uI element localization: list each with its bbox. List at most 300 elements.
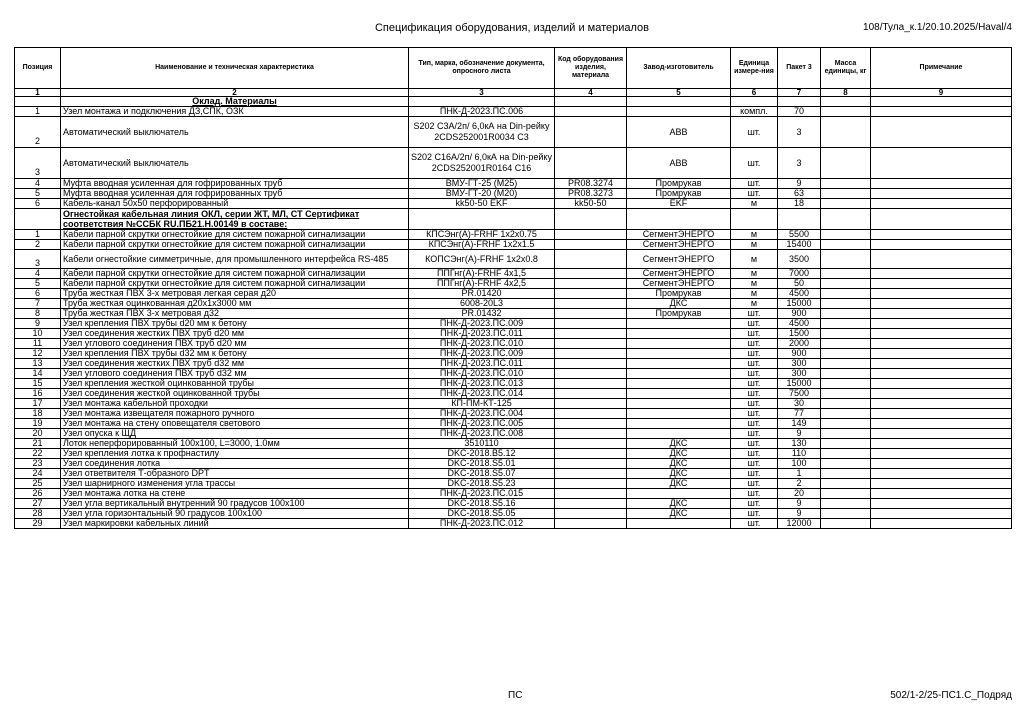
row-type: DKC-2018.B5.12 — [409, 449, 555, 459]
row-type: DKC-2018.S5.01 — [409, 459, 555, 469]
row-name: Узел ответвителя Т-образного DPT — [61, 469, 409, 479]
row-unit: шт. — [731, 409, 778, 419]
row-quantity: 1 — [778, 469, 821, 479]
row-position: 22 — [15, 449, 61, 459]
table-row — [15, 250, 1012, 269]
footer-right: 502/1-2/25-ПС1.С_Подряд — [890, 690, 1012, 701]
table-row — [15, 459, 1012, 469]
row-type: ПНК-Д-2023.ПС.012 — [409, 519, 555, 529]
table-row — [15, 309, 1012, 319]
row-unit: шт. — [731, 439, 778, 449]
row-name: Узел монтажа лотка на стене — [61, 489, 409, 499]
row-name: Кабели парной скрутки огнестойкие для систем пожарной сигнализации — [61, 279, 409, 289]
col-unit: Единица измере-ния — [731, 48, 778, 89]
row-unit: компл. — [731, 107, 778, 117]
row-position: 5 — [15, 189, 61, 199]
row-manufacturer: ABB — [627, 117, 731, 148]
row-code — [555, 339, 627, 349]
row-manufacturer — [627, 389, 731, 399]
col-number: 9 — [871, 89, 1012, 97]
row-type: ПНК-Д-2023.ПС.011 — [409, 359, 555, 369]
table-row — [15, 189, 1012, 199]
row-code — [555, 449, 627, 459]
row-manufacturer: EKF — [627, 199, 731, 209]
row-type: 3510110 — [409, 439, 555, 449]
row-position: 12 — [15, 349, 61, 359]
row-position: 2 — [15, 240, 61, 250]
table-row — [15, 279, 1012, 289]
row-unit: м — [731, 289, 778, 299]
row-position: 28 — [15, 509, 61, 519]
row-quantity: 3500 — [778, 250, 821, 269]
table-row — [15, 369, 1012, 379]
row-quantity: 15000 — [778, 379, 821, 389]
group-row — [15, 209, 1012, 230]
row-manufacturer: СегментЭНЕРГО — [627, 250, 731, 269]
row-unit: шт. — [731, 369, 778, 379]
row-code — [555, 289, 627, 299]
row-quantity: 300 — [778, 359, 821, 369]
row-type: ПНК-Д-2023.ПС.010 — [409, 369, 555, 379]
row-position: 1 — [15, 230, 61, 240]
row-quantity: 15400 — [778, 240, 821, 250]
row-quantity: 12000 — [778, 519, 821, 529]
row-unit: м — [731, 199, 778, 209]
row-code — [555, 309, 627, 319]
group-title: Огнестойкая кабельная линия ОКЛ, серии ЖТ, МЛ, СТ Сертификат соответствия №ССБК RU.ПБ21.Н.00149 в составе: — [61, 209, 409, 230]
row-position: 4 — [15, 179, 61, 189]
row-type: ВМУ-ГТ-20 (М20) — [409, 189, 555, 199]
row-code — [555, 429, 627, 439]
row-manufacturer — [627, 359, 731, 369]
row-position: 11 — [15, 339, 61, 349]
row-position: 16 — [15, 389, 61, 399]
table-row — [15, 199, 1012, 209]
row-name: Узел соединения лотка — [61, 459, 409, 469]
col-type: Тип, марка, обозначение документа, опросного листа — [409, 48, 555, 89]
row-quantity: 4500 — [778, 319, 821, 329]
table-row — [15, 509, 1012, 519]
row-name: Муфта вводная усиленная для гофрированных труб — [61, 189, 409, 199]
row-name: Узел монтажа кабельной проходки — [61, 399, 409, 409]
row-quantity: 149 — [778, 419, 821, 429]
row-position: 17 — [15, 399, 61, 409]
row-unit: шт. — [731, 349, 778, 359]
row-type: S202 C16A/2п/ 6,0кА на Din-рейку 2CDS252001R0164 C16 — [409, 148, 555, 179]
row-position: 20 — [15, 429, 61, 439]
row-quantity: 5500 — [778, 230, 821, 240]
row-type: DKC-2018.S5.07 — [409, 469, 555, 479]
row-type: ПНК-Д-2023.ПС.014 — [409, 389, 555, 399]
row-name: Узел маркировки кабельных линий — [61, 519, 409, 529]
row-name: Кабели парной скрутки огнестойкие для систем пожарной сигнализации — [61, 230, 409, 240]
row-unit: шт. — [731, 319, 778, 329]
row-manufacturer: Промрукав — [627, 189, 731, 199]
row-quantity: 18 — [778, 199, 821, 209]
row-name: Узел крепления лотка к профнастилу — [61, 449, 409, 459]
table-row — [15, 117, 1012, 148]
row-quantity: 7500 — [778, 389, 821, 399]
row-name: Узел опуска к ЩД — [61, 429, 409, 439]
row-manufacturer: СегментЭНЕРГО — [627, 279, 731, 289]
row-manufacturer — [627, 419, 731, 429]
row-unit: шт. — [731, 379, 778, 389]
row-unit: шт. — [731, 459, 778, 469]
row-type: DKC-2018.S5.23 — [409, 479, 555, 489]
table-row — [15, 409, 1012, 419]
row-type: ПНК-Д-2023.ПС.009 — [409, 349, 555, 359]
row-code — [555, 319, 627, 329]
row-type: ПНК-Д-2023.ПС.013 — [409, 379, 555, 389]
row-name: Узел соединения жестких ПВХ труб d20 мм — [61, 329, 409, 339]
row-quantity: 63 — [778, 189, 821, 199]
row-name: Муфта вводная усиленная для гофрированных труб — [61, 179, 409, 189]
row-unit: шт. — [731, 117, 778, 148]
row-type: DKC-2018.S5.16 — [409, 499, 555, 509]
row-code — [555, 359, 627, 369]
row-position: 13 — [15, 359, 61, 369]
row-position: 14 — [15, 369, 61, 379]
row-position: 7 — [15, 299, 61, 309]
row-code — [555, 409, 627, 419]
row-code — [555, 379, 627, 389]
row-position: 27 — [15, 499, 61, 509]
table-row — [15, 329, 1012, 339]
row-type: ПНК-Д-2023.ПС.011 — [409, 329, 555, 339]
col-number: 5 — [627, 89, 731, 97]
row-unit: шт. — [731, 519, 778, 529]
row-manufacturer — [627, 107, 731, 117]
row-type: КОПСЭнг(А)-FRHF 1х2х0.8 — [409, 250, 555, 269]
row-type: kk50-50 EKF — [409, 199, 555, 209]
row-code: kk50-50 — [555, 199, 627, 209]
table-row — [15, 449, 1012, 459]
footer-left: ПС — [508, 690, 523, 701]
row-unit: шт. — [731, 148, 778, 179]
row-name: Узел углового соединения ПВХ труб d32 мм — [61, 369, 409, 379]
col-number: 8 — [821, 89, 871, 97]
row-quantity: 900 — [778, 349, 821, 359]
row-name: Лоток неперфорированный 100х100, L=3000, 1.0мм — [61, 439, 409, 449]
row-quantity: 3 — [778, 117, 821, 148]
row-position: 25 — [15, 479, 61, 489]
row-unit: шт. — [731, 339, 778, 349]
row-manufacturer: Промрукав — [627, 309, 731, 319]
col-position: Позиция — [15, 48, 61, 89]
row-manufacturer: СегментЭНЕРГО — [627, 240, 731, 250]
row-quantity: 70 — [778, 107, 821, 117]
row-name: Труба жесткая оцинкованная д20х1х3000 мм — [61, 299, 409, 309]
table-row — [15, 230, 1012, 240]
row-quantity: 300 — [778, 369, 821, 379]
row-unit: шт. — [731, 449, 778, 459]
row-name: Узел шарнирного изменения угла трассы — [61, 479, 409, 489]
col-package: Пакет 3 — [778, 48, 821, 89]
table-row — [15, 519, 1012, 529]
row-quantity: 4500 — [778, 289, 821, 299]
row-name: Узел углового соединения ПВХ труб d20 мм — [61, 339, 409, 349]
row-quantity: 9 — [778, 509, 821, 519]
row-name: Узел монтажа на стену оповещателя светового — [61, 419, 409, 429]
row-code — [555, 459, 627, 469]
row-manufacturer — [627, 519, 731, 529]
table-row — [15, 359, 1012, 369]
row-type: КП-ПМ-КТ-125 — [409, 399, 555, 409]
row-type: PR.01432 — [409, 309, 555, 319]
row-manufacturer: СегментЭНЕРГО — [627, 269, 731, 279]
row-name: Узел соединения жесткой оцинкованной трубы — [61, 389, 409, 399]
row-type: ПНК-Д-2023.ПС.010 — [409, 339, 555, 349]
row-position: 19 — [15, 419, 61, 429]
row-quantity: 110 — [778, 449, 821, 459]
row-code — [555, 269, 627, 279]
row-code — [555, 117, 627, 148]
table-row — [15, 339, 1012, 349]
row-manufacturer: ДКС — [627, 509, 731, 519]
row-position: 10 — [15, 329, 61, 339]
row-quantity: 900 — [778, 309, 821, 319]
row-code — [555, 230, 627, 240]
row-code — [555, 469, 627, 479]
row-type: КПСЭнг(А)-FRHF 1х2х0.75 — [409, 230, 555, 240]
row-manufacturer: ДКС — [627, 299, 731, 309]
table-row — [15, 319, 1012, 329]
row-type: ППГнг(А)-FRHF 4х2,5 — [409, 279, 555, 289]
row-name: Узел крепления ПВХ трубы d20 мм к бетону — [61, 319, 409, 329]
row-code — [555, 509, 627, 519]
row-name: Труба жесткая ПВХ 3-х метровая легкая серая д20 — [61, 289, 409, 299]
row-quantity: 9 — [778, 179, 821, 189]
row-type: ППГнг(А)-FRHF 4х1,5 — [409, 269, 555, 279]
row-code: PR08.3274 — [555, 179, 627, 189]
table-row — [15, 499, 1012, 509]
row-position: 6 — [15, 289, 61, 299]
col-number: 3 — [409, 89, 555, 97]
row-code — [555, 369, 627, 379]
row-name: Узел крепления ПВХ трубы d32 мм к бетону — [61, 349, 409, 359]
row-position: 23 — [15, 459, 61, 469]
row-code — [555, 479, 627, 489]
row-manufacturer: ДКС — [627, 479, 731, 489]
row-unit: шт. — [731, 419, 778, 429]
row-position: 6 — [15, 199, 61, 209]
row-quantity: 1500 — [778, 329, 821, 339]
row-manufacturer — [627, 329, 731, 339]
row-code — [555, 279, 627, 289]
col-manufacturer: Завод-изготовитель — [627, 48, 731, 89]
row-position: 15 — [15, 379, 61, 389]
row-manufacturer — [627, 369, 731, 379]
row-name: Узел монтажа и подключения ДЗ,СПК, ОЗК — [61, 107, 409, 117]
col-mass: Масса единицы, кг — [821, 48, 871, 89]
table-row — [15, 429, 1012, 439]
row-code — [555, 389, 627, 399]
row-quantity: 3 — [778, 148, 821, 179]
row-name: Труба жесткая ПВХ 3-х метровая д32 — [61, 309, 409, 319]
row-manufacturer — [627, 349, 731, 359]
row-code — [555, 439, 627, 449]
row-quantity: 9 — [778, 429, 821, 439]
row-code — [555, 329, 627, 339]
row-name: Узел угла горизонтальный 90 градусов 100х100 — [61, 509, 409, 519]
row-name: Узел монтажа извещателя пожарного ручного — [61, 409, 409, 419]
row-type: S202 C3A/2п/ 6,0кА на Din-рейку 2CDS252001R0034 C3 — [409, 117, 555, 148]
table-row — [15, 349, 1012, 359]
row-unit: шт. — [731, 479, 778, 489]
row-quantity: 77 — [778, 409, 821, 419]
table-row — [15, 439, 1012, 449]
row-quantity: 7000 — [778, 269, 821, 279]
row-position: 29 — [15, 519, 61, 529]
row-unit: шт. — [731, 309, 778, 319]
row-manufacturer — [627, 409, 731, 419]
document-code: 108/Тула_к.1/20.10.2025/Haval/4 — [863, 22, 1012, 33]
row-position: 21 — [15, 439, 61, 449]
col-number: 7 — [778, 89, 821, 97]
header-row — [15, 48, 1012, 89]
table-row — [15, 179, 1012, 189]
table-row — [15, 419, 1012, 429]
row-unit: шт. — [731, 489, 778, 499]
col-number: 6 — [731, 89, 778, 97]
table-row — [15, 479, 1012, 489]
row-unit: шт. — [731, 179, 778, 189]
row-quantity: 50 — [778, 279, 821, 289]
row-manufacturer — [627, 379, 731, 389]
row-quantity: 15000 — [778, 299, 821, 309]
row-code — [555, 250, 627, 269]
row-unit: шт. — [731, 389, 778, 399]
row-manufacturer: ДКС — [627, 449, 731, 459]
row-manufacturer: ДКС — [627, 469, 731, 479]
row-manufacturer: ДКС — [627, 439, 731, 449]
row-quantity: 130 — [778, 439, 821, 449]
row-name: Кабели парной скрутки огнестойкие для систем пожарной сигнализации — [61, 240, 409, 250]
specification-table — [14, 47, 1012, 529]
row-name: Автоматический выключатель — [61, 148, 409, 179]
row-unit: шт. — [731, 329, 778, 339]
row-manufacturer — [627, 319, 731, 329]
row-manufacturer: СегментЭНЕРГО — [627, 230, 731, 240]
row-unit: м — [731, 240, 778, 250]
table-row — [15, 489, 1012, 499]
row-unit: шт. — [731, 509, 778, 519]
col-name: Наименование и техническая характеристика — [61, 48, 409, 89]
row-name: Кабель-канал 50х50 перфорированный — [61, 199, 409, 209]
col-note: Примечание — [871, 48, 1012, 89]
row-code — [555, 519, 627, 529]
row-type: PR.01420 — [409, 289, 555, 299]
row-position: 26 — [15, 489, 61, 499]
row-position: 2 — [15, 117, 61, 148]
col-number: 4 — [555, 89, 627, 97]
row-quantity: 2 — [778, 479, 821, 489]
row-name: Кабели огнестойкие симметричные, для промышленного интерфейса RS-485 — [61, 250, 409, 269]
row-unit: м — [731, 299, 778, 309]
table-row — [15, 107, 1012, 117]
row-type: ВМУ-ГТ-25 (М25) — [409, 179, 555, 189]
row-manufacturer: ДКС — [627, 459, 731, 469]
table-row — [15, 269, 1012, 279]
section-row — [15, 97, 1012, 107]
row-name: Кабели парной скрутки огнестойкие для систем пожарной сигнализации — [61, 269, 409, 279]
row-manufacturer — [627, 429, 731, 439]
col-code: Код оборудования изделия, материала — [555, 48, 627, 89]
table-row — [15, 240, 1012, 250]
table-row — [15, 389, 1012, 399]
col-number: 1 — [15, 89, 61, 97]
row-quantity: 20 — [778, 489, 821, 499]
row-position: 1 — [15, 107, 61, 117]
row-code — [555, 419, 627, 429]
row-type: КПСЭнг(А)-FRHF 1х2х1.5 — [409, 240, 555, 250]
row-quantity: 9 — [778, 499, 821, 509]
row-name: Автоматический выключатель — [61, 117, 409, 148]
row-type: DKC-2018.S5.05 — [409, 509, 555, 519]
row-unit: м — [731, 279, 778, 289]
row-type: ПНК-Д-2023.ПС.005 — [409, 419, 555, 429]
row-type: ПНК-Д-2023.ПС.009 — [409, 319, 555, 329]
row-unit: м — [731, 230, 778, 240]
row-unit: шт. — [731, 399, 778, 409]
table-row — [15, 289, 1012, 299]
document-title: Спецификация оборудования, изделий и материалов — [374, 22, 650, 34]
row-manufacturer: ДКС — [627, 499, 731, 509]
row-code — [555, 399, 627, 409]
table-row — [15, 379, 1012, 389]
row-name: Узел крепления жесткой оцинкованной трубы — [61, 379, 409, 389]
row-code — [555, 489, 627, 499]
section-title: Оклад. Материалы — [61, 97, 409, 107]
row-code — [555, 349, 627, 359]
column-number-row — [15, 89, 1012, 97]
row-quantity: 30 — [778, 399, 821, 409]
row-unit: шт. — [731, 499, 778, 509]
row-position: 9 — [15, 319, 61, 329]
table-row — [15, 299, 1012, 309]
row-position: 18 — [15, 409, 61, 419]
row-manufacturer — [627, 489, 731, 499]
row-position: 8 — [15, 309, 61, 319]
row-position: 3 — [15, 250, 61, 269]
row-name: Узел соединения жестких ПВХ труб d32 мм — [61, 359, 409, 369]
row-manufacturer: ABB — [627, 148, 731, 179]
row-unit: шт. — [731, 189, 778, 199]
row-position: 4 — [15, 269, 61, 279]
row-code — [555, 499, 627, 509]
row-code — [555, 299, 627, 309]
row-unit: шт. — [731, 469, 778, 479]
row-name: Узел угла вертикальный внутренний 90 градусов 100х100 — [61, 499, 409, 509]
row-unit: шт. — [731, 359, 778, 369]
table-row — [15, 148, 1012, 179]
row-code — [555, 107, 627, 117]
row-position: 5 — [15, 279, 61, 289]
row-quantity: 2000 — [778, 339, 821, 349]
row-type: ПНК-Д-2023.ПС.004 — [409, 409, 555, 419]
row-manufacturer — [627, 399, 731, 409]
row-manufacturer: Промрукав — [627, 289, 731, 299]
row-unit: шт. — [731, 429, 778, 439]
row-code: PR08.3273 — [555, 189, 627, 199]
row-position: 24 — [15, 469, 61, 479]
row-type: ПНК-Д-2023.ПС.015 — [409, 489, 555, 499]
row-manufacturer: Промрукав — [627, 179, 731, 189]
table-row — [15, 399, 1012, 409]
row-position: 3 — [15, 148, 61, 179]
row-manufacturer — [627, 339, 731, 349]
row-type: 6008-20L3 — [409, 299, 555, 309]
